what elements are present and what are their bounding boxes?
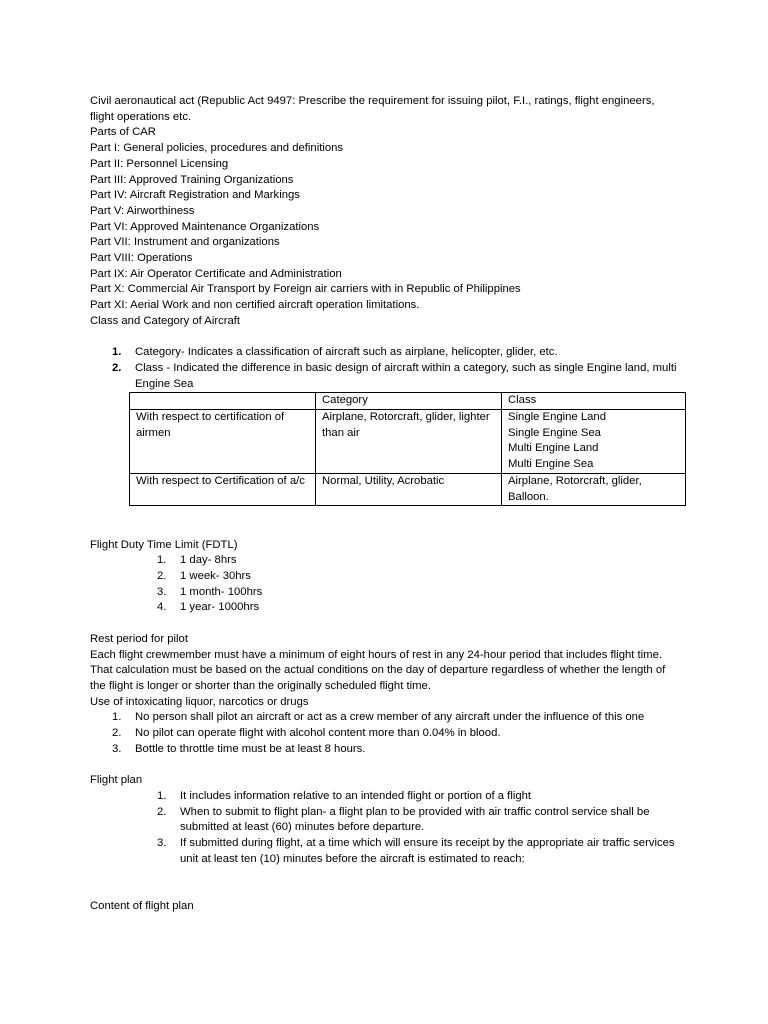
class-entry: Multi Engine Sea bbox=[508, 458, 594, 471]
rest-heading: Rest period for pilot bbox=[90, 632, 188, 645]
table-header-cell bbox=[130, 393, 316, 410]
list-text: No pilot can operate flight with alcohol content more than 0.04% in blood. bbox=[135, 727, 501, 740]
list-number: 3. bbox=[157, 585, 167, 598]
part-line: Part III: Approved Training Organizations bbox=[90, 173, 294, 186]
list-text: When to submit to flight plan- a flight plan to be provided with air traffic control service shall be submitted at least (60) minutes before departure. bbox=[180, 805, 650, 834]
table-cell: With respect to Certification of a/c bbox=[130, 473, 316, 505]
class-entry: Single Engine Land bbox=[508, 411, 606, 424]
parts-heading: Parts of CAR bbox=[90, 126, 156, 139]
list-item bbox=[90, 805, 680, 836]
liquor-heading: Use of intoxicating liquor, narcotics or drugs bbox=[90, 695, 309, 708]
class-entry: Single Engine Sea bbox=[508, 426, 601, 439]
table-cell: Airplane, Rotorcraft, glider, lighter than air bbox=[316, 410, 502, 474]
list-number: 3. bbox=[157, 836, 167, 849]
part-line: Part IX: Air Operator Certificate and Administration bbox=[90, 267, 342, 280]
document-body bbox=[90, 94, 680, 914]
list-item bbox=[90, 553, 680, 569]
spacer bbox=[90, 867, 680, 883]
table-row bbox=[130, 410, 686, 474]
list-item bbox=[90, 789, 680, 805]
list-text: It includes information relative to an intended flight or portion of a flight bbox=[180, 789, 532, 802]
table-cell: With respect to certification of airmen bbox=[130, 410, 316, 474]
table-cell: Normal, Utility, Acrobatic bbox=[316, 473, 502, 505]
list-text: 1 month- 100hrs bbox=[180, 585, 263, 598]
list-number: 2. bbox=[112, 361, 122, 374]
list-number: 3. bbox=[112, 742, 122, 755]
class-entry: Airplane, Rotorcraft, glider, Balloon. bbox=[508, 474, 642, 503]
rest-paragraph: Each flight crewmember must have a minimum of eight hours of rest in any 24-hour period that includes flight time. That calculation must be based on the actual conditions on the day of departure regardless of whether the length of the flight is longer or shorter than the originally scheduled flight time. bbox=[90, 648, 666, 692]
list-number: 1. bbox=[112, 346, 122, 359]
list-item bbox=[90, 585, 680, 601]
part-line: Part VII: Instrument and organizations bbox=[90, 236, 280, 249]
list-text: If submitted during flight, at a time which will ensure its receipt by the appropriate air traffic services unit at least ten (10) minutes before the aircraft is estimated to reach: bbox=[180, 836, 675, 865]
liquor-list bbox=[90, 710, 680, 757]
table-cell bbox=[502, 410, 686, 474]
content-of-flight-plan-heading: Content of flight plan bbox=[90, 899, 194, 912]
part-line: Part I: General policies, procedures and definitions bbox=[90, 142, 344, 155]
list-text: Category- Indicates a classification of aircraft such as airplane, helicopter, glider, etc. bbox=[135, 346, 558, 359]
class-category-table bbox=[129, 392, 686, 506]
spacer bbox=[90, 330, 680, 346]
spacer bbox=[90, 616, 680, 632]
fdtl-list bbox=[90, 553, 680, 616]
list-number: 2. bbox=[157, 570, 167, 583]
list-item bbox=[90, 710, 680, 726]
list-text: 1 year- 1000hrs bbox=[180, 601, 260, 614]
list-item bbox=[90, 569, 680, 585]
spacer bbox=[90, 522, 680, 538]
flight-plan-list bbox=[90, 789, 680, 868]
spacer bbox=[90, 757, 680, 773]
list-item bbox=[90, 600, 680, 616]
part-line: Part II: Personnel Licensing bbox=[90, 157, 229, 170]
list-text: 1 week- 30hrs bbox=[180, 570, 251, 583]
spacer bbox=[90, 883, 680, 899]
table-header-row bbox=[130, 393, 686, 410]
flight-plan-heading: Flight plan bbox=[90, 774, 143, 787]
list-item bbox=[90, 345, 680, 361]
part-line: Part VI: Approved Maintenance Organizations bbox=[90, 220, 320, 233]
list-text: 1 day- 8hrs bbox=[180, 554, 237, 567]
spacer bbox=[90, 506, 680, 522]
list-number: 1. bbox=[112, 711, 122, 724]
part-line: Part V: Airworthiness bbox=[90, 204, 195, 217]
list-number: 1. bbox=[157, 789, 167, 802]
intro-paragraph: Civil aeronautical act (Republic Act 9497: Prescribe the requirement for issuing pilot, F.I., ratings, flight engineers, flight operations etc. bbox=[90, 95, 655, 123]
list-item bbox=[90, 742, 680, 758]
list-number: 1. bbox=[157, 554, 167, 567]
table-header-cell: Class bbox=[502, 393, 686, 410]
class-category-heading: Class and Category of Aircraft bbox=[90, 314, 241, 327]
class-entry: Multi Engine Land bbox=[508, 442, 599, 455]
table-cell bbox=[502, 473, 686, 505]
part-line: Part IV: Aircraft Registration and Markings bbox=[90, 189, 300, 202]
list-number: 4. bbox=[157, 601, 167, 614]
list-text: Class - Indicated the difference in basic design of aircraft within a category, such as single Engine land, multi Engine Sea bbox=[135, 361, 677, 390]
part-line: Part X: Commercial Air Transport by Foreign air carriers with in Republic of Philippines bbox=[90, 283, 521, 296]
fdtl-heading: Flight Duty Time Limit (FDTL) bbox=[90, 538, 238, 551]
list-item bbox=[90, 836, 680, 867]
list-text: No person shall pilot an aircraft or act as a crew member of any aircraft under the influence of this one bbox=[135, 711, 645, 724]
part-line: Part XI: Aerial Work and non certified aircraft operation limitations. bbox=[90, 299, 420, 312]
part-line: Part VIII: Operations bbox=[90, 252, 193, 265]
class-category-list bbox=[90, 345, 680, 392]
list-item bbox=[90, 361, 680, 392]
list-number: 2. bbox=[112, 727, 122, 740]
table-row bbox=[130, 473, 686, 505]
table-header-cell: Category bbox=[316, 393, 502, 410]
list-text: Bottle to throttle time must be at least 8 hours. bbox=[135, 742, 366, 755]
list-number: 2. bbox=[157, 805, 167, 818]
list-item bbox=[90, 726, 680, 742]
